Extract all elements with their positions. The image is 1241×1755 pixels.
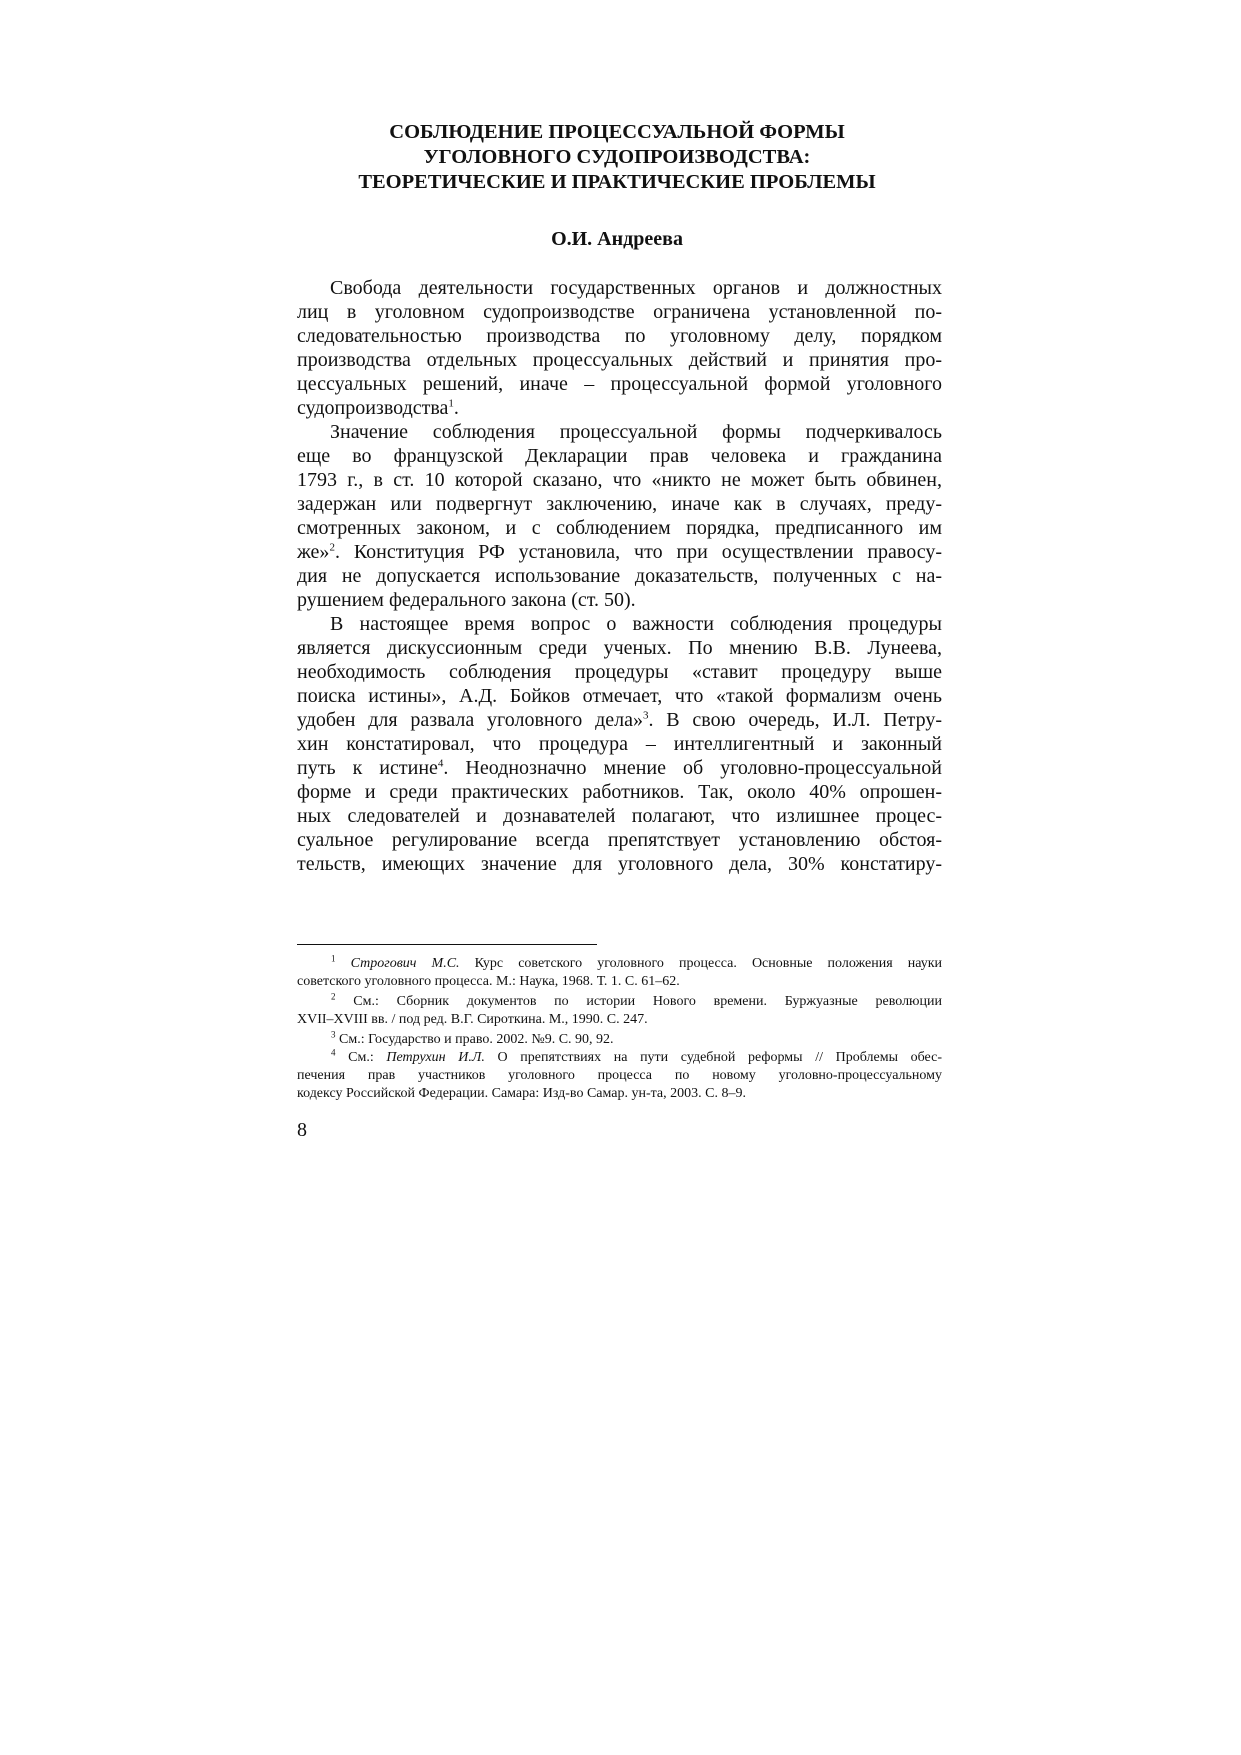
body-line: производства отдельных процессуальных действий и принятия про- — [297, 349, 942, 371]
footnote-text: См.: Сборник документов по истории Нового времени. Буржуазные революции — [335, 994, 942, 1009]
body-line: является дискуссионным среди ученых. По мнению В.В. Лунеева, — [297, 637, 942, 659]
body-line: смотренных законом, и с соблюдением порядка, предписанного им — [297, 517, 942, 539]
footnote-line: советского уголовного процесса. М.: Наука, 1968. Т. 1. С. 61–62. — [297, 974, 680, 989]
title-line: СОБЛЮДЕНИЕ ПРОЦЕССУАЛЬНОЙ ФОРМЫ — [389, 121, 845, 143]
body-line — [297, 540, 942, 564]
body-line: необходимость соблюдения процедуры «ставит процедуру выше — [297, 661, 942, 683]
footnote-author: Строгович М.С. — [350, 956, 460, 971]
footnote-number: 3 — [331, 1029, 336, 1040]
footnote-number: 2 — [331, 991, 336, 1002]
body-line-text: . Конституция РФ установила, что при осуществлении правосу- — [334, 541, 942, 563]
footnote-number: 1 — [331, 953, 336, 964]
footnote-ref[interactable]: 1 — [448, 397, 454, 410]
page-number: 8 — [297, 1119, 307, 1141]
body-line-text: путь к истине — [297, 757, 438, 779]
footnote-ref[interactable]: 4 — [437, 757, 444, 770]
body-line: хин констатировал, что процедура – интеллигентный и законный — [297, 733, 942, 755]
body-line: В настоящее время вопрос о важности соблюдения процедуры — [330, 613, 942, 635]
footnote-line — [331, 1049, 942, 1067]
body-line — [297, 756, 942, 780]
body-line — [297, 708, 942, 732]
body-line-text: же» — [297, 541, 330, 563]
body-line-text: удобен для развала уголовного дела» — [297, 709, 643, 731]
footnote-line — [331, 1031, 942, 1049]
footnote-text: О препятствиях на пути судебной реформы // Проблемы обес- — [484, 1050, 942, 1065]
footnote-text: См.: Государство и право. 2002. №9. С. 90, 92. — [335, 1032, 614, 1047]
body-line: задержан или подвергнут заключению, иначе как в случаях, преду- — [297, 493, 942, 515]
body-line: суальное регулирование всегда препятствует установлению обстоя- — [297, 829, 942, 851]
article-title — [300, 120, 934, 195]
body-line — [297, 396, 942, 420]
footnote-ref[interactable]: 3 — [643, 709, 649, 722]
footnote-text: См.: — [335, 1050, 387, 1065]
body-line: дия не допускается использование доказательств, полученных с на- — [297, 565, 942, 587]
footnote-author: Петрухин И.Л. — [386, 1050, 485, 1065]
body-line-text: . Неоднозначно мнение об уголовно-процессуальной — [443, 757, 942, 779]
footnote-line: печения прав участников уголовного процесса по новому уголовно-процессуальному — [297, 1068, 942, 1083]
body-line-text: . В свою очередь, И.Л. Петру- — [648, 709, 942, 731]
footnote-line: XVII–XVIII вв. / под ред. В.Г. Сироткина. М., 1990. С. 247. — [297, 1012, 648, 1027]
footnote-divider — [297, 944, 597, 945]
footnote-line — [331, 955, 942, 973]
footnote-ref[interactable]: 2 — [329, 541, 335, 554]
body-line: форме и среди практических работников. Так, около 40% опрошен- — [297, 781, 942, 803]
footnote-line: кодексу Российской Федерации. Самара: Изд-во Самар. ун-та, 2003. С. 8–9. — [297, 1086, 746, 1101]
body-line: еще во французской Декларации прав человека и гражданина — [297, 445, 942, 467]
body-line: цессуальных решений, иначе – процессуальной формой уголовного — [297, 373, 942, 395]
title-line: УГОЛОВНОГО СУДОПРОИЗВОДСТВА: — [423, 146, 811, 168]
body-line: поиска истины», А.Д. Бойков отмечает, что «такой формализм очень — [297, 685, 942, 707]
footnote-text: Курс советского уголовного процесса. Основные положения науки — [459, 956, 942, 971]
body-line-text: судопроизводства — [297, 397, 449, 419]
body-line: Значение соблюдения процессуальной формы подчеркивалось — [330, 421, 942, 443]
footnote-number: 4 — [331, 1047, 336, 1058]
body-line: 1793 г., в ст. 10 которой сказано, что «никто не может быть обвинен, — [297, 469, 942, 491]
body-line: тельств, имеющих значение для уголовного дела, 30% констатиру- — [297, 853, 942, 875]
footnote-line — [331, 993, 942, 1011]
body-line: лиц в уголовном судопроизводстве ограничена установленной по- — [297, 301, 942, 323]
title-line: ТЕОРЕТИЧЕСКИЕ И ПРАКТИЧЕСКИЕ ПРОБЛЕМЫ — [358, 171, 876, 193]
body-line: следовательностью производства по уголовному делу, порядком — [297, 325, 942, 347]
body-line: ных следователей и дознавателей полагают, что излишнее процес- — [297, 805, 942, 827]
body-line: Свобода деятельности государственных органов и должностных — [330, 277, 942, 299]
body-line-text: . — [453, 397, 459, 419]
author-name: О.И. Андреева — [551, 228, 683, 250]
body-line: рушением федерального закона (ст. 50). — [297, 589, 636, 611]
